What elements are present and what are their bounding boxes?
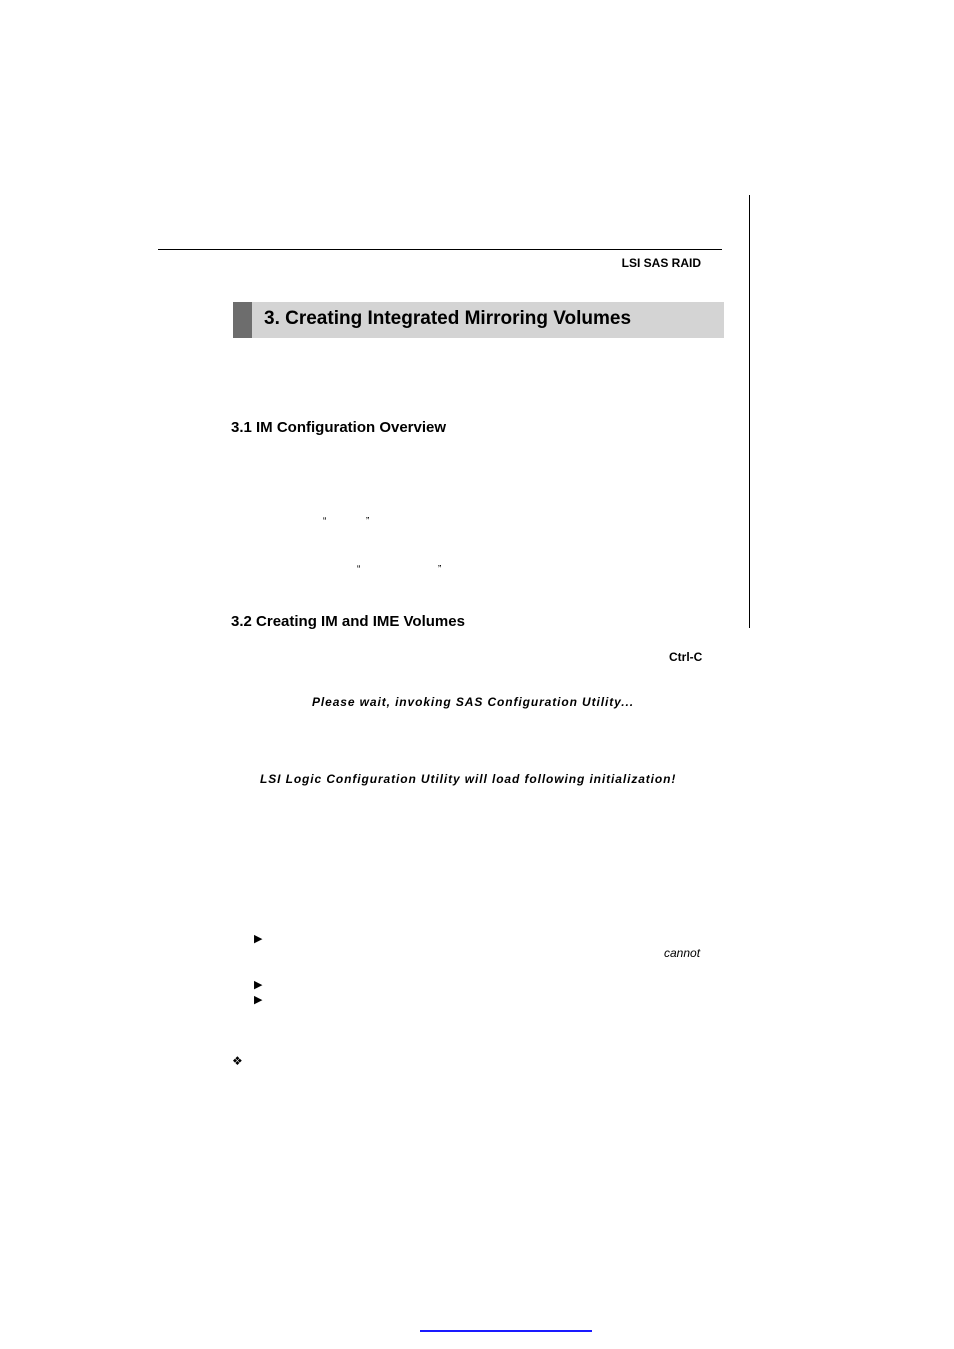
chapter-accent-block (233, 302, 252, 338)
key-hint: Ctrl-C (669, 650, 703, 664)
close-quote: ” (438, 564, 442, 575)
arrow-bullet-icon: ▶ (254, 933, 263, 945)
header-rule (158, 249, 722, 250)
open-quote: “ (323, 516, 327, 527)
open-quote: “ (357, 564, 361, 575)
close-quote: ” (366, 516, 370, 527)
chapter-title: 3. Creating Integrated Mirroring Volumes (264, 308, 632, 329)
running-header: LSI SAS RAID (621, 256, 701, 270)
wait-message: Please wait, invoking SAS Configuration Utility... (312, 695, 634, 709)
arrow-bullet-icon: ▶ (254, 994, 263, 1006)
diamond-bullet-icon: ❖ (232, 1054, 243, 1068)
footer-link-underline[interactable] (420, 1330, 592, 1332)
section-heading-3-1: 3.1 IM Configuration Overview (231, 419, 447, 436)
load-message: LSI Logic Configuration Utility will load following initialization! (260, 772, 677, 786)
arrow-bullet-icon: ▶ (254, 979, 263, 991)
margin-rule (749, 195, 750, 628)
section-heading-3-2: 3.2 Creating IM and IME Volumes (231, 613, 465, 630)
emphasis-word: cannot (664, 946, 701, 960)
